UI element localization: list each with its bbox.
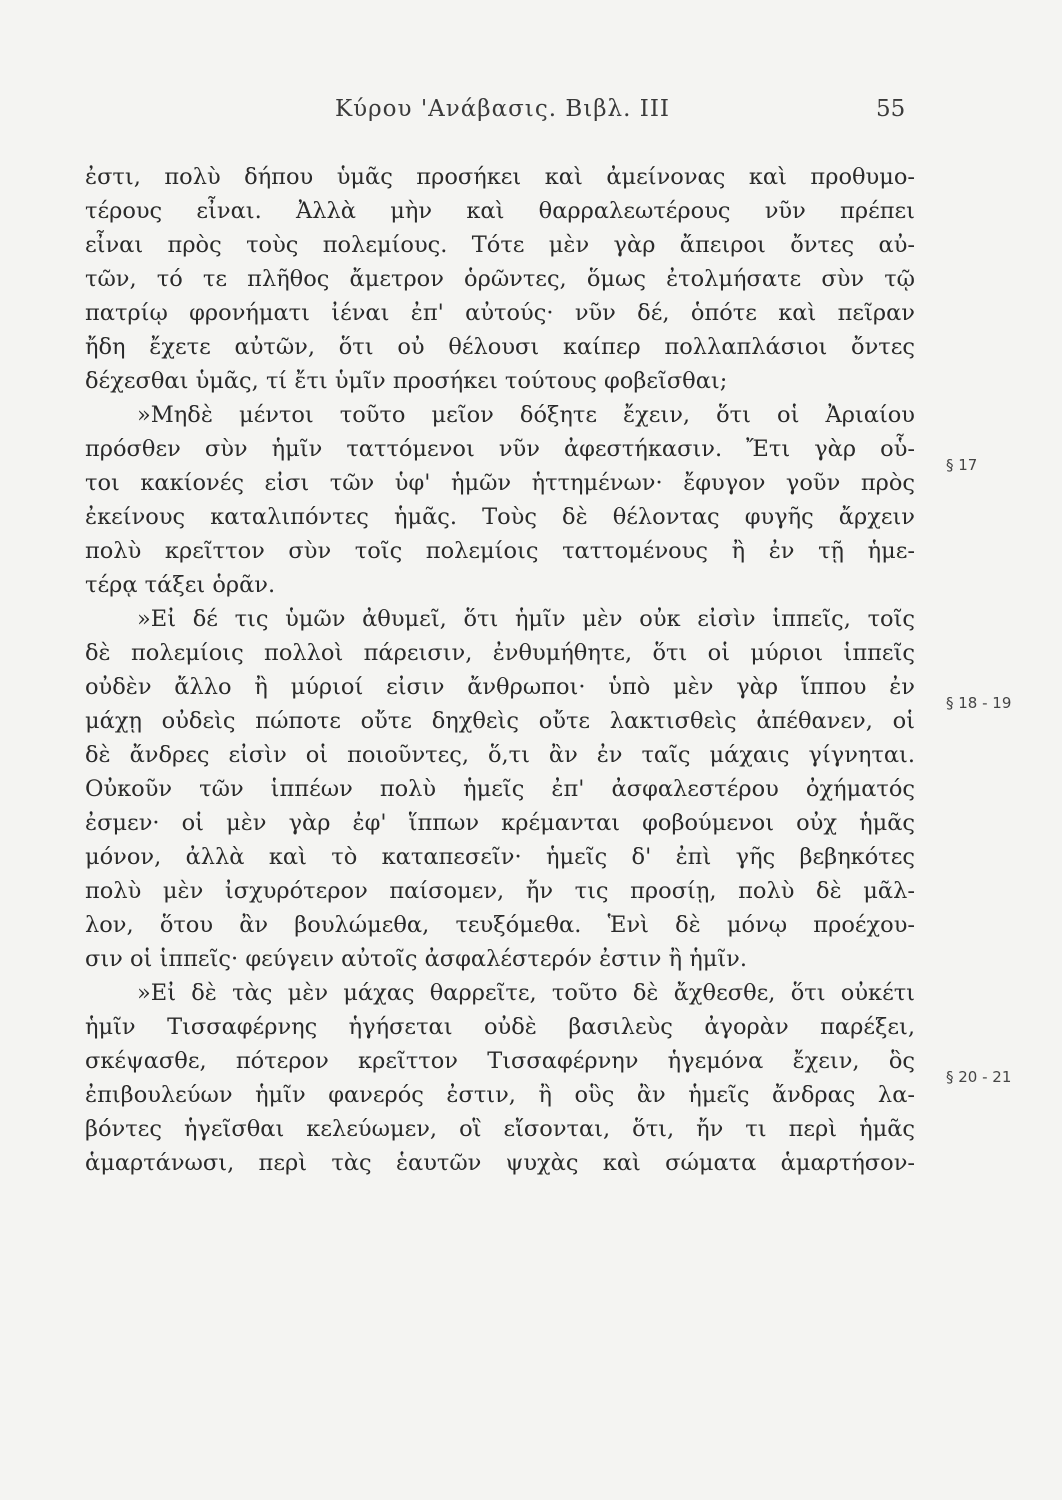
text-line: ἤδη ἔχετε αὐτῶν, ὅτι οὐ θέλουσι καίπερ πολλαπλάσιοι ὄντες <box>85 334 915 360</box>
paragraph <box>85 160 915 398</box>
text-line: ἁμαρτάνωσι, περὶ τὰς ἑαυτῶν ψυχὰς καὶ σώματα ἁμαρτήσον- <box>85 1150 915 1176</box>
text-line: Οὐκοῦν τῶν ἱππέων πολὺ ἡμεῖς ἐπ' ἀσφαλεστέρου ὀχήματός <box>85 776 915 802</box>
text-line: σιν οἱ ἱππεῖς· φεύγειν αὐτοῖς ἀσφαλέστερόν ἐστιν ἢ ἡμῖν. <box>85 946 748 972</box>
paragraph <box>85 976 915 1180</box>
text-line: δὲ ἄνδρες εἰσὶν οἱ ποιοῦντες, ὅ,τι ἂν ἐν ταῖς μάχαις γίγνηται. <box>85 742 915 768</box>
running-title: Κύρου 'Ανάβασις. Βιβλ. III <box>335 96 670 122</box>
text-line: πολὺ κρεῖττον σὺν τοῖς πολεμίοις ταττομένους ἢ ἐν τῇ ἡμε- <box>85 538 915 564</box>
text-line: βόντες ἡγεῖσθαι κελεύωμεν, οἳ εἴσονται, ὅτι, ἤν τι περὶ ἡμᾶς <box>85 1116 915 1142</box>
section-marker: § 20 - 21 <box>946 1068 1012 1086</box>
text-line: ἐπιβουλεύων ἡμῖν φανερός ἐστιν, ἢ οὓς ἂν ἡμεῖς ἄνδρας λα- <box>85 1082 915 1108</box>
paragraph <box>85 398 915 602</box>
text-line: τέρους εἶναι. Ἀλλὰ μὴν καὶ θαρραλεωτέρους νῦν πρέπει <box>85 198 915 224</box>
section-marker: § 18 - 19 <box>946 694 1012 712</box>
text-line: δὲ πολεμίοις πολλοὶ πάρεισιν, ἐνθυμήθητε, ὅτι οἱ μύριοι ἱππεῖς <box>85 640 915 666</box>
running-head <box>0 96 1062 136</box>
text-line: τοι κακίονές εἰσι τῶν ὑφ' ἡμῶν ἡττημένων· ἔφυγον γοῦν πρὸς <box>85 470 915 496</box>
text-line: ἐσμεν· οἱ μὲν γὰρ ἐφ' ἵππων κρέμανται φοβούμενοι οὐχ ἡμᾶς <box>85 810 915 836</box>
text-line: οὐδὲν ἄλλο ἢ μύριοί εἰσιν ἄνθρωποι· ὑπὸ μὲν γὰρ ἵππου ἐν <box>85 674 915 700</box>
text-line: ἐκείνους καταλιπόντες ἡμᾶς. Τοὺς δὲ θέλοντας φυγῆς ἄρχειν <box>85 504 915 530</box>
text-line: σκέψασθε, πότερον κρεῖττον Τισσαφέρνην ἡγεμόνα ἔχειν, ὃς <box>85 1048 915 1074</box>
text-line: πρόσθεν σὺν ἡμῖν ταττόμενοι νῦν ἀφεστήκασιν. Ἔτι γὰρ οὗ- <box>85 436 915 462</box>
page-number: 55 <box>876 96 906 122</box>
text-line: ἐστι, πολὺ δήπου ὑμᾶς προσήκει καὶ ἀμείνονας καὶ προθυμο- <box>85 164 915 190</box>
text-line: ἡμῖν Τισσαφέρνης ἡγήσεται οὐδὲ βασιλεὺς ἀγορὰν παρέξει, <box>85 1014 915 1040</box>
text-line: τῶν, τό τε πλῆθος ἄμετρον ὁρῶντες, ὅμως ἐτολμήσατε σὺν τῷ <box>85 266 915 292</box>
paragraph <box>85 602 915 976</box>
text-line: »Εἰ δέ τις ὑμῶν ἀθυμεῖ, ὅτι ἡμῖν μὲν οὐκ εἰσὶν ἱππεῖς, τοῖς <box>137 606 915 632</box>
text-line: λον, ὅτου ἂν βουλώμεθα, τευξόμεθα. Ἑνὶ δὲ μόνῳ προέχου- <box>85 912 915 938</box>
text-line: μόνον, ἀλλὰ καὶ τὸ καταπεσεῖν· ἡμεῖς δ' ἐπὶ γῆς βεβηκότες <box>85 844 915 870</box>
section-marker: § 17 <box>946 456 978 474</box>
text-line: πολὺ μὲν ἰσχυρότερον παίσομεν, ἤν τις προσίῃ, πολὺ δὲ μᾶλ- <box>85 878 915 904</box>
text-line: μάχῃ οὐδεὶς πώποτε οὔτε δηχθεὶς οὔτε λακτισθεὶς ἀπέθανεν, οἱ <box>85 708 915 734</box>
text-line: τέρᾳ τάξει ὁρᾶν. <box>85 572 276 598</box>
text-line: »Μηδὲ μέντοι τοῦτο μεῖον δόξητε ἔχειν, ὅτι οἱ Ἀριαίου <box>137 402 915 428</box>
body-text <box>85 160 915 1180</box>
text-line: »Εἰ δὲ τὰς μὲν μάχας θαρρεῖτε, τοῦτο δὲ ἄχθεσθε, ὅτι οὐκέτι <box>137 980 915 1006</box>
text-line: πατρίῳ φρονήματι ἰέναι ἐπ' αὐτούς· νῦν δέ, ὁπότε καὶ πεῖραν <box>85 300 915 326</box>
text-line: δέχεσθαι ὑμᾶς, τί ἔτι ὑμῖν προσήκει τούτους φοβεῖσθαι; <box>85 368 728 394</box>
text-line: εἶναι πρὸς τοὺς πολεμίους. Τότε μὲν γὰρ ἄπειροι ὄντες αὐ- <box>85 232 915 258</box>
